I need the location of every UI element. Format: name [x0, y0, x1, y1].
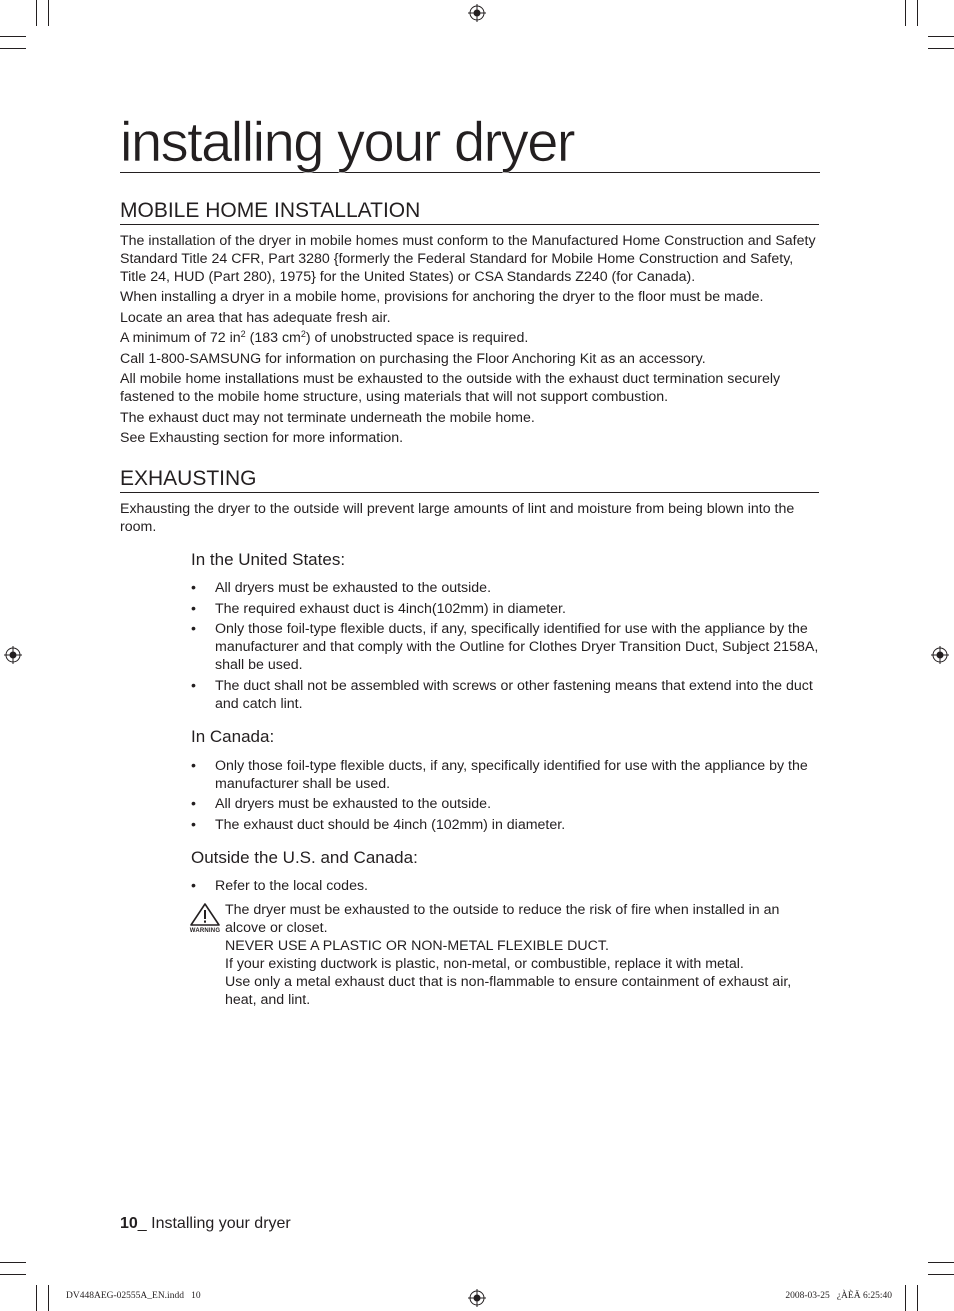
paragraph-space-requirement	[120, 329, 820, 347]
bullet: •	[191, 796, 196, 812]
registration-mark-icon	[4, 646, 22, 664]
paragraph: See Exhausting section for more information.	[120, 430, 404, 446]
list-item-text: Only those foil-type flexible ducts, if any, specifically identified for use with the appliance by the manufacturer and that comply with the Outline for Clothes Dryer Transition Duct, Subject 2158A, shall be used.	[215, 621, 819, 673]
bullet: •	[191, 580, 196, 596]
bullet: •	[191, 621, 196, 637]
paragraph: When installing a dryer in a mobile home, provisions for anchoring the dryer to the floor must be made.	[120, 289, 764, 305]
footer-section-label: _ Installing your dryer	[137, 1215, 291, 1232]
crop-mark	[0, 1262, 26, 1263]
paragraph: The exhaust duct may not terminate underneath the mobile home.	[120, 410, 535, 426]
superscript: 2	[240, 329, 246, 339]
list-item-text: All dryers must be exhausted to the outside.	[215, 796, 492, 812]
text: ) of unobstructed space is required.	[305, 330, 529, 346]
warning-line: Use only a metal exhaust duct that is non-flammable to ensure containment of exhaust air, heat, and lint.	[225, 974, 792, 1008]
list-item-text: The exhaust duct should be 4inch (102mm) in diameter.	[215, 817, 566, 833]
section-heading-exhausting: EXHAUSTING	[120, 468, 819, 493]
crop-mark	[928, 1262, 954, 1263]
print-slug-file: DV448AEG-02555A_EN.indd 10	[66, 1291, 201, 1301]
page-footer	[120, 1216, 291, 1232]
list-item-text: Only those foil-type flexible ducts, if any, specifically identified for use with the appliance by the manufacturer shall be used.	[215, 758, 808, 792]
bullet: •	[191, 758, 196, 774]
print-slug-timestamp: 2008-03-25 ¿ÀÈÄ 6:25:40	[785, 1291, 892, 1301]
subheading-canada: In Canada:	[191, 727, 275, 746]
warning-line: If your existing ductwork is plastic, non-metal, or combustible, replace it with metal.	[225, 956, 744, 972]
crop-mark	[0, 36, 26, 37]
list-item-text: Refer to the local codes.	[215, 878, 368, 894]
list-item	[191, 579, 820, 597]
warning-line: The dryer must be exhausted to the outside to reduce the risk of fire when installed in an alcove or closet.	[225, 902, 780, 936]
bullet: •	[191, 601, 196, 617]
paragraph: The installation of the dryer in mobile homes must conform to the Manufactured Home Construction and Safety Standard Title 24 CFR, Part 3280 {formerly the Federal Standard for Mobile Home Construction and Safety, Title 24, HUD (Part 280), 1975} for the United States) or CSA Standards Z240 (for Canada).	[120, 233, 816, 285]
list-item-text: The required exhaust duct is 4inch(102mm) in diameter.	[215, 601, 566, 617]
bullet: •	[191, 678, 196, 694]
paragraph: Exhausting the dryer to the outside will prevent large amounts of lint and moisture from being blown into the room.	[120, 501, 795, 535]
crop-mark	[48, 1285, 49, 1311]
registration-mark-icon	[931, 646, 949, 664]
text: (183 cm	[245, 330, 301, 346]
registration-mark-icon	[468, 1289, 486, 1307]
list-item	[191, 620, 820, 674]
paragraph: Locate an area that has adequate fresh air.	[120, 310, 391, 326]
crop-mark	[0, 48, 26, 49]
crop-mark	[917, 0, 918, 26]
warning-line: NEVER USE A PLASTIC OR NON-METAL FLEXIBLE DUCT.	[225, 938, 609, 954]
list-item	[191, 757, 820, 793]
crop-mark	[48, 0, 49, 26]
warning-triangle-icon	[187, 903, 223, 927]
list-item	[191, 677, 820, 713]
list-item-text: The duct shall not be assembled with screws or other fastening means that extend into the duct and catch lint.	[215, 678, 813, 712]
crop-mark	[917, 1285, 918, 1311]
crop-mark	[928, 48, 954, 49]
crop-mark	[905, 0, 906, 26]
crop-mark	[905, 1285, 906, 1311]
page-number: 10	[120, 1215, 138, 1232]
page-title: installing your dryer	[120, 114, 820, 173]
registration-mark-icon	[468, 4, 486, 22]
list-item	[191, 600, 820, 618]
subheading-outside: Outside the U.S. and Canada:	[191, 848, 418, 867]
list-item-text: All dryers must be exhausted to the outside.	[215, 580, 492, 596]
paragraph: Call 1-800-SAMSUNG for information on purchasing the Floor Anchoring Kit as an accessory.	[120, 351, 706, 367]
warning-text	[225, 901, 820, 1009]
warning-icon	[187, 903, 223, 937]
list-item	[191, 795, 820, 813]
crop-mark	[36, 1285, 37, 1311]
crop-mark	[0, 1274, 26, 1275]
bullet: •	[191, 878, 196, 894]
list-item	[191, 816, 820, 834]
bullet: •	[191, 817, 196, 833]
crop-mark	[928, 1274, 954, 1275]
subheading-united-states: In the United States:	[191, 550, 346, 569]
superscript: 2	[300, 329, 306, 339]
list-item	[191, 877, 820, 895]
warning-label: WARNING	[189, 928, 221, 934]
text: A minimum of 72 in	[120, 330, 241, 346]
section-heading-mobile-home: MOBILE HOME INSTALLATION	[120, 200, 819, 225]
paragraph: All mobile home installations must be exhausted to the outside with the exhaust duct termination securely fastened to the mobile home structure, using materials that will not support combustion.	[120, 371, 781, 405]
crop-mark	[36, 0, 37, 26]
crop-mark	[928, 36, 954, 37]
